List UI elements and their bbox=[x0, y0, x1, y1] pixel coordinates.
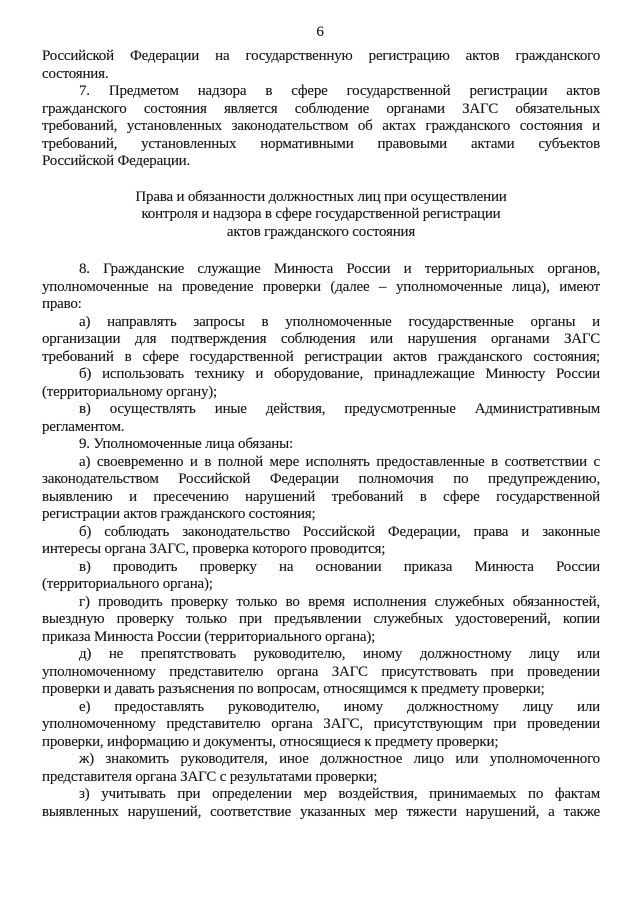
text-line: з) учитывать при определении мер воздействия, принимаемых по фактам bbox=[79, 786, 600, 802]
paragraph bbox=[42, 751, 600, 786]
paragraph bbox=[42, 48, 600, 83]
text-line: интересы органа ЗАГС, проверка которого проводится; bbox=[42, 541, 386, 557]
text-line: в) проводить проверку на основании приказа Минюста России bbox=[79, 558, 600, 575]
text-line: состояния. bbox=[42, 65, 109, 82]
text-line: уполномоченному представителю органа ЗАГС присутствовать при проведении bbox=[42, 663, 600, 680]
text-line: а) своевременно и в полной мере исполнять предоставленные в соответствии с bbox=[79, 453, 600, 470]
text-line: Российской Федерации на государственную регистрацию актов гражданского bbox=[42, 48, 600, 64]
text-line: приказа Минюста России (территориального органа); bbox=[42, 628, 376, 645]
text-line: требований, установленных законодательством об актах гражданского состояния и bbox=[42, 118, 600, 134]
text-line: гражданского состояния является соблюдение органами ЗАГС обязательных bbox=[42, 100, 600, 117]
paragraph bbox=[42, 83, 600, 171]
text-line: выявлению и пресечению нарушений требований в сфере государственной bbox=[42, 488, 600, 505]
paragraph bbox=[42, 786, 600, 821]
text-line: Права и обязанности должностных лиц при осуществлении bbox=[135, 188, 507, 205]
text-line: уполномоченные на проведение проверки (далее – уполномоченные лица), имеют bbox=[42, 278, 600, 295]
paragraph bbox=[42, 261, 600, 314]
text-line: 8. Гражданские служащие Минюста России и территориальных органов, bbox=[79, 261, 600, 277]
paragraph bbox=[42, 646, 600, 699]
paragraph bbox=[42, 559, 600, 594]
text-line: (территориальному органу); bbox=[42, 383, 218, 400]
text-line: б) использовать технику и оборудование, принадлежащие Минюсту России bbox=[79, 366, 600, 382]
text-line: в) осуществлять иные действия, предусмотренные Административным bbox=[79, 401, 600, 417]
paragraph bbox=[42, 524, 600, 559]
text-line: право: bbox=[42, 296, 82, 312]
paragraph bbox=[42, 454, 600, 524]
text-line: представителя органа ЗАГС с результатами проверки; bbox=[42, 768, 378, 785]
text-line: б) соблюдать законодательство Российской Федерации, права и законные bbox=[79, 523, 600, 540]
text-line: проверки, информацию и документы, относящиеся к предмету проверки; bbox=[42, 733, 499, 750]
text-line: а) направлять запросы в уполномоченные государственные органы и bbox=[79, 313, 600, 330]
text-line: 7. Предметом надзора в сфере государственной регистрации актов bbox=[79, 83, 600, 99]
text-line: организации для подтверждения соблюдения или нарушения органами ЗАГС bbox=[42, 331, 600, 347]
document-body bbox=[42, 48, 600, 821]
text-line: требований, установленных нормативными правовыми актами субъектов bbox=[42, 135, 600, 152]
text-line: законодательством Российской Федерации полномочия по предупреждению, bbox=[42, 471, 600, 487]
paragraph bbox=[42, 594, 600, 647]
text-line: Российской Федерации. bbox=[42, 153, 191, 169]
text-line: регистрации актов гражданского состояния; bbox=[42, 506, 316, 522]
text-line: требований в сфере государственной регистрации актов гражданского состояния; bbox=[42, 348, 600, 365]
paragraph bbox=[42, 699, 600, 752]
text-line: актов гражданского состояния bbox=[226, 223, 416, 240]
paragraph bbox=[42, 314, 600, 367]
text-line: выездную проверку только при предъявлении служебных удостоверений, копии bbox=[42, 611, 600, 627]
text-line: ж) знакомить руководителя, иное должностное лицо или уполномоченного bbox=[79, 751, 600, 767]
text-line: выявленных нарушений, соответствие указанных мер тяжести нарушений, а также bbox=[42, 803, 600, 820]
section-heading bbox=[42, 189, 600, 242]
text-line: уполномоченному представителю органа ЗАГС, присутствующим при проведении bbox=[42, 716, 600, 732]
paragraph bbox=[42, 366, 600, 401]
text-line: д) не препятствовать руководителю, иному должностному лицу или bbox=[79, 646, 600, 662]
text-line: е) предоставлять руководителю, иному должностному лицу или bbox=[79, 698, 600, 715]
text-line: проверки и давать разъяснения по вопросам, относящимся к предмету проверки; bbox=[42, 681, 545, 697]
text-line: регламентом. bbox=[42, 418, 125, 435]
text-line: г) проводить проверку только во время исполнения служебных обязанностей, bbox=[79, 593, 600, 610]
text-line: контроля и надзора в сфере государственной регистрации bbox=[141, 206, 501, 222]
paragraph bbox=[42, 401, 600, 436]
text-line: (территориального органа); bbox=[42, 576, 213, 592]
text-line: 9. Уполномоченные лица обязаны: bbox=[79, 436, 293, 452]
page-number: 6 bbox=[316, 24, 324, 40]
paragraph bbox=[42, 436, 600, 454]
